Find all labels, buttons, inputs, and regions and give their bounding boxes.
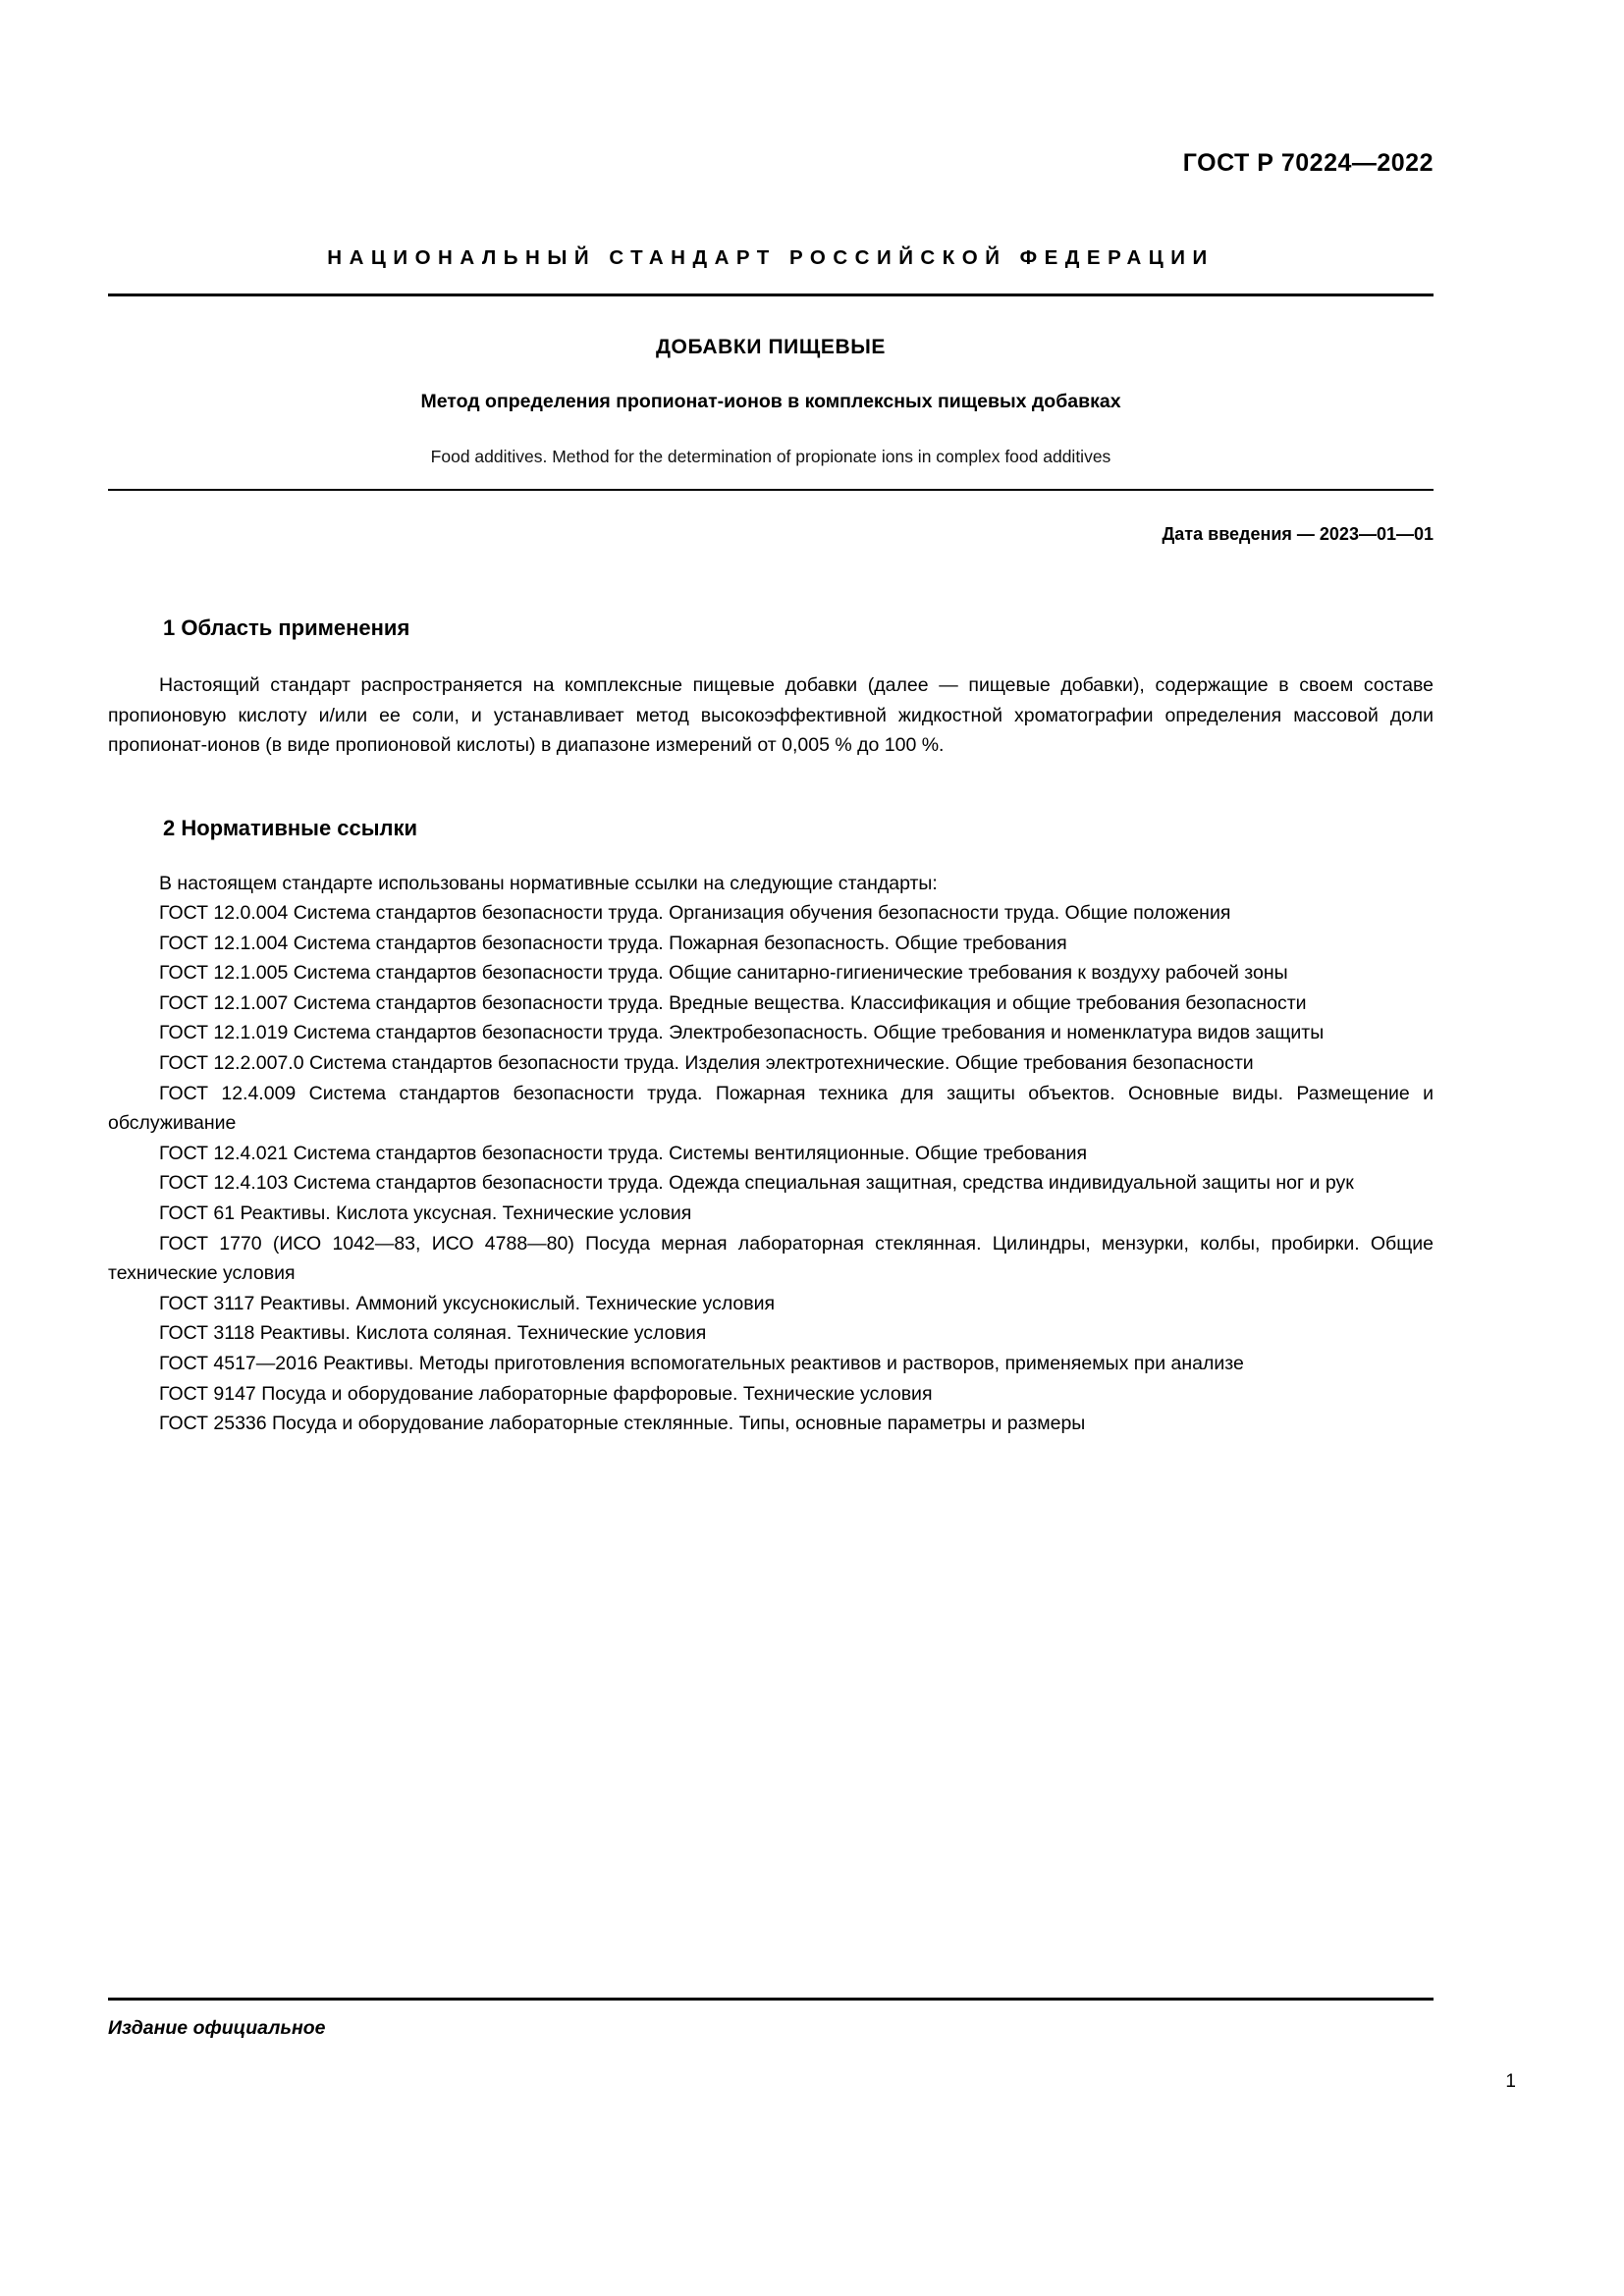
list-item: ГОСТ 61 Реактивы. Кислота уксусная. Технические условия bbox=[159, 1202, 692, 1225]
document-title-english: Food additives. Method for the determination of propionate ions in complex food additives bbox=[430, 447, 1111, 466]
normative-references-list bbox=[108, 869, 1434, 1439]
list-item: ГОСТ 3117 Реактивы. Аммоний уксуснокислый. Технические условия bbox=[159, 1292, 776, 1314]
official-edition-note: Издание официальное bbox=[108, 2017, 326, 2039]
list-item: ГОСТ 4517—2016 Реактивы. Методы приготовления вспомогательных реактивов и растворов, применяемых при анализе bbox=[159, 1353, 1244, 1374]
document-subtitle: Метод определения пропионат-ионов в комплексных пищевых добавках bbox=[420, 391, 1121, 412]
page-content bbox=[108, 0, 1434, 1439]
list-item: ГОСТ 12.1.007 Система стандартов безопасности труда. Вредные вещества. Классификация и общие требования безопасности bbox=[159, 991, 1307, 1014]
list-item: ГОСТ 12.1.005 Система стандартов безопасности труда. Общие санитарно-гигиенические требования к воздуху рабочей зоны bbox=[159, 962, 1288, 985]
section-heading-references: 2 Нормативные ссылки bbox=[163, 815, 418, 840]
divider-title-bottom bbox=[108, 489, 1434, 491]
list-item: ГОСТ 12.1.019 Система стандартов безопасности труда. Электробезопасность. Общие требования и номенклатура видов защиты bbox=[159, 1022, 1325, 1044]
list-item: ГОСТ 9147 Посуда и оборудование лабораторные фарфоровые. Технические условия bbox=[159, 1382, 933, 1405]
list-item: ГОСТ 1770 (ИСО 1042—83, ИСО 4788—80) Посуда мерная лабораторная стеклянная. Цилиндры, мензурки, колбы, пробирки. Общие технические условия bbox=[108, 1232, 1434, 1285]
document-code: ГОСТ Р 70224—2022 bbox=[1182, 149, 1434, 177]
page-number: 1 bbox=[1505, 2071, 1516, 2092]
references-lead: В настоящем стандарте использованы нормативные ссылки на следующие стандарты: bbox=[159, 872, 938, 894]
list-item: ГОСТ 12.4.009 Система стандартов безопасности труда. Пожарная техника для защиты объектов. Основные виды. Размещение и обслуживание bbox=[108, 1082, 1434, 1135]
list-item: ГОСТ 12.4.103 Система стандартов безопасности труда. Одежда специальная защитная, средства индивидуальной защиты ног и рук bbox=[159, 1172, 1354, 1195]
national-standard-line: НАЦИОНАЛЬНЫЙ СТАНДАРТ РОССИЙСКОЙ ФЕДЕРАЦИИ bbox=[327, 246, 1215, 269]
section-heading-scope: 1 Область применения bbox=[163, 615, 410, 640]
divider-top bbox=[108, 294, 1434, 296]
list-item: ГОСТ 12.2.007.0 Система стандартов безопасности труда. Изделия электротехнические. Общие требования безопасности bbox=[159, 1052, 1254, 1075]
section-scope-paragraph: Настоящий стандарт распространяется на комплексные пищевые добавки (далее — пищевые добавки), содержащие в своем составе пропионовую кислоту и/или ее соли, и устанавливает метод высокоэффективной жидкостной хроматографии определения массовой доли пропионат-ионов (в виде пропионовой кислоты) в диапазоне измерений от 0,005 % до 100 %. bbox=[108, 674, 1434, 756]
document-title: ДОБАВКИ ПИЩЕВЫЕ bbox=[656, 336, 886, 358]
introduction-date: Дата введения — 2023—01—01 bbox=[1162, 524, 1434, 544]
list-item: ГОСТ 12.1.004 Система стандартов безопасности труда. Пожарная безопасность. Общие требования bbox=[159, 932, 1067, 954]
list-item: ГОСТ 3118 Реактивы. Кислота соляная. Технические условия bbox=[159, 1322, 707, 1345]
divider-footer bbox=[108, 1998, 1434, 2001]
list-item: ГОСТ 12.0.004 Система стандартов безопасности труда. Организация обучения безопасности труда. Общие положения bbox=[159, 902, 1231, 925]
list-item: ГОСТ 25336 Посуда и оборудование лабораторные стеклянные. Типы, основные параметры и размеры bbox=[159, 1413, 1086, 1435]
list-item: ГОСТ 12.4.021 Система стандартов безопасности труда. Системы вентиляционные. Общие требования bbox=[159, 1142, 1088, 1164]
